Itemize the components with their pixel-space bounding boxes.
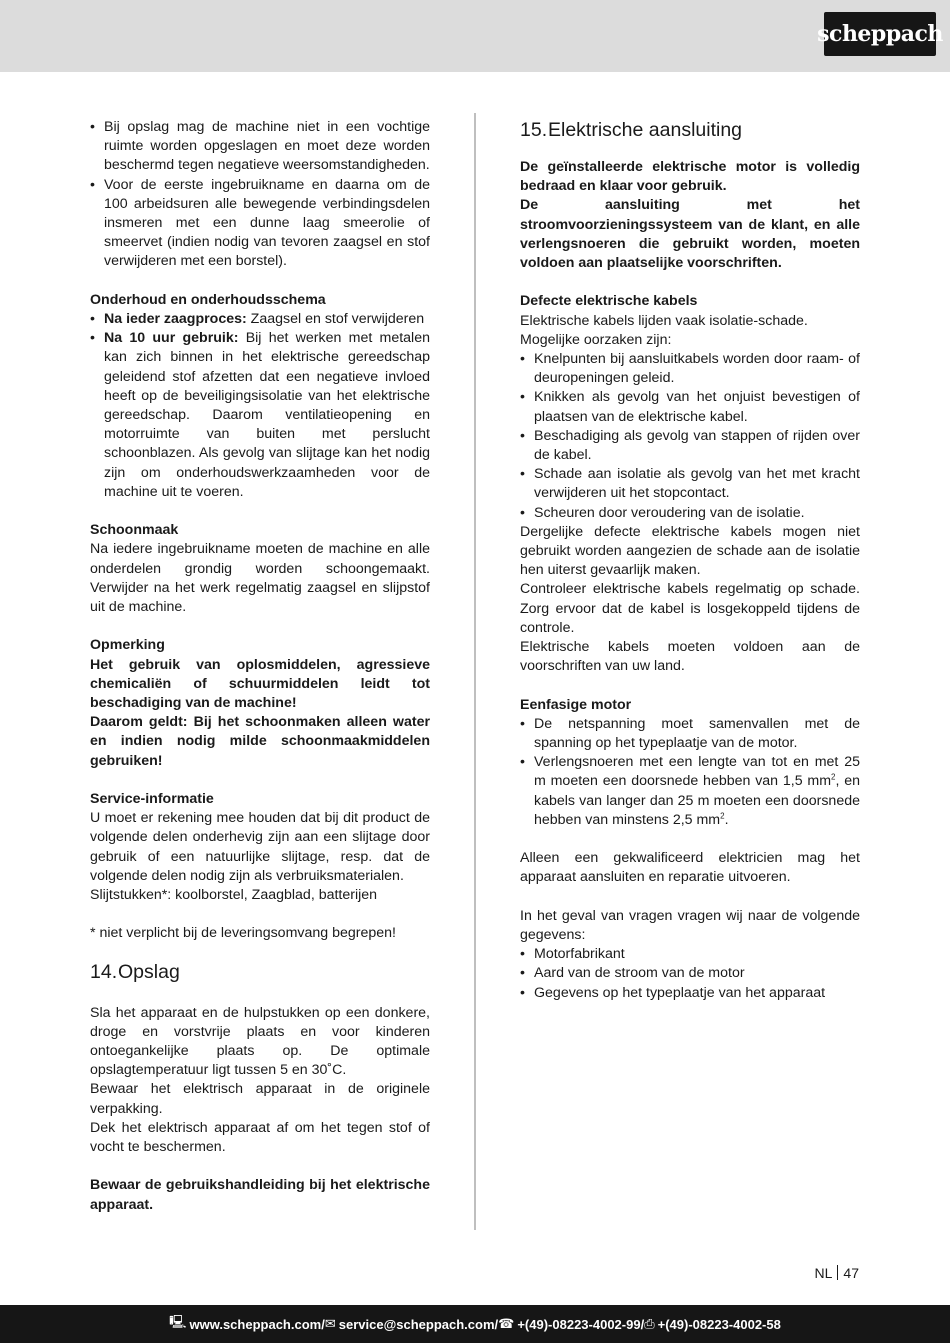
column-divider	[474, 113, 476, 1230]
cables-text: Controleer elektrische kabels regelmatig op schade. Zorg ervoor dat de kabel is losgekoppeld tijdens de controle.	[520, 581, 860, 636]
list-item: • Schade aan isolatie als gevolg van het met kracht verwijderen uit het stopcontact.	[520, 465, 860, 503]
list-item: • Motorfabrikant	[520, 945, 860, 964]
questions-text: In het geval van vragen vragen wij naar de volgende gegevens:	[520, 907, 860, 944]
service-text: U moet er rekening mee houden dat bij dit product de volgende delen onderhevig zijn aan een slijtage door gebruik of een natuurlijke slijtage, resp. dat de volgende delen nodig zijn als verbruiksmaterialen.	[90, 810, 430, 884]
note-text: Het gebruik van oplosmiddelen, agressieve chemicaliën of schuurmiddelen leidt tot beschadiging van de machine!	[90, 656, 430, 712]
service-heading: Service-informatie	[90, 791, 214, 808]
electrician-text: Alleen een gekwalificeerd elektricien mag het apparaat aansluiten en reparatie uitvoeren.	[520, 850, 860, 886]
phone-icon: ☎	[498, 1316, 515, 1331]
page-number: NL 47	[814, 1265, 859, 1281]
footer-web[interactable]: www.scheppach.com	[189, 1316, 322, 1332]
footer-email[interactable]: service@scheppach.com	[338, 1316, 495, 1332]
list-item: • Scheuren door veroudering van de isolatie.	[520, 504, 860, 523]
fax-icon: ⎙	[644, 1316, 655, 1331]
left-column	[90, 118, 430, 1215]
maintenance-list	[90, 310, 430, 502]
motor-list	[520, 715, 860, 830]
scheppach-logo: scheppach	[824, 12, 936, 56]
list-item: • Bij opslag mag de machine niet in een vochtige ruimte worden opgeslagen en moet deze worden beschermd tegen negatieve weersomstandigheden.	[90, 118, 430, 176]
maintenance-heading: Onderhoud en onderhoudsschema	[90, 291, 326, 308]
cables-text: Elektrische kabels lijden vaak isolatie-schade.	[520, 312, 808, 329]
cleaning-heading: Schoonmaak	[90, 522, 179, 539]
note-heading: Opmerking	[90, 637, 165, 654]
footnote: * niet verplicht bij de leveringsomvang begrepen!	[90, 925, 397, 942]
list-item: • Na 10 uur gebruik: Bij het werken met metalen kan zich binnen in het elektrische gereedschap geleidend stof afzetten dat een negatieve invloed heeft op de beveiligingsisolatie van het elektrische gereedschap. Daarom ventilatieopening en motorruimte van buiten met perslucht schoonblazen. Als gevolg van slijtage kan het nodig zijn om onderhoudswerkzaamheden voor de machine uit te voeren.	[90, 329, 430, 502]
computer-icon: 🖳	[169, 1314, 187, 1329]
list-item: • Verlengsnoeren met een lengte van tot en met 25 m moeten een doorsnede hebben van 1,5 $mm^2$, en kabels van langer dan 25 m moeten een doorsnede hebben van minstens 2,5 $mm^2$.	[520, 753, 860, 830]
motor-heading: Eenfasige motor	[520, 696, 632, 713]
list-item: • Beschadiging als gevolg van stappen of rijden over de kabel.	[520, 427, 860, 465]
cleaning-text: Na iedere ingebruikname moeten de machine en alle onderdelen grondig worden schoongemaakt. Verwijder na het werk regelmatig zaagsel en slijpstof uit de machine.	[90, 541, 430, 616]
footer-phone: +(49)-08223-4002-99	[517, 1316, 641, 1332]
section-14-title: 14.Opslag	[90, 960, 180, 983]
list-item: • De netspanning moet samenvallen met de spanning op het typeplaatje van de motor.	[520, 715, 860, 753]
list-item: • Knikken als gevolg van het onjuist bevestigen of plaatsen van de elektrische kabel.	[520, 388, 860, 426]
cables-heading: Defecte elektrische kabels	[520, 293, 698, 310]
right-column	[520, 118, 860, 1003]
footer-fax: +(49)-08223-4002-58	[657, 1316, 781, 1332]
list-item: • Aard van de stroom van de motor	[520, 964, 860, 983]
cables-text: Mogelijke oorzaken zijn:	[520, 331, 672, 348]
list-item: • Voor de eerste ingebruikname en daarna om de 100 arbeidsuren alle bewegende verbindingsdelen insmeren met een dunne laag smeerolie of smeervet (indien nodig van tevoren zaagsel en stof verwijderen met een borstel).	[90, 176, 430, 272]
intro-text: De aansluiting met het stroomvoorzieningssysteem van de klant, en alle verlengsnoeren die gebruikt worden, moeten voldoen aan plaatselijke voorschriften.	[520, 197, 860, 272]
note-text: Daarom geldt: Bij het schoonmaken alleen water en indien nodig milde schoonmaakmiddelen gebruiken!	[90, 714, 430, 769]
causes-list	[520, 350, 860, 523]
cables-text: Elektrische kabels moeten voldoen aan de voorschriften van uw land.	[520, 639, 860, 675]
footer-bar: 🖳 www.scheppach.com / ✉ service@scheppach.com / ☎ +(49)-08223-4002-99 / ⎙ +(49)-08223-4002-58	[0, 1305, 950, 1343]
storage-bold-note: Bewaar de gebruikshandleiding bij het elektrische apparaat.	[90, 1177, 430, 1213]
wear-parts: Slijtstukken*: koolborstel, Zaagblad, batterijen	[90, 887, 378, 904]
header-bar	[0, 0, 950, 72]
storage-text: Dek het elektrisch apparaat af om het tegen stof of vocht te beschermen.	[90, 1119, 430, 1156]
list-item: • Knelpunten bij aansluitkabels worden door raam- of deuropeningen geleid.	[520, 350, 860, 388]
cables-text: Dergelijke defecte elektrische kabels mogen niet gebruikt worden aangezien de schade aan de isolatie hen uiterst gevaarlijk maken.	[520, 523, 860, 579]
storage-bullet-list	[90, 118, 430, 272]
storage-text: Sla het apparaat en de hulpstukken op een donkere, droge en vorstvrije plaats en voor kinderen ontoegankelijke plaats op. De optimale opslagtemperatuur ligt tussen 5 en 30˚C.	[90, 1004, 430, 1079]
email-icon: ✉	[324, 1316, 336, 1331]
questions-list	[520, 945, 860, 1003]
storage-text: Bewaar het elektrisch apparaat in de originele verpakking.	[90, 1081, 430, 1117]
list-item: • Na ieder zaagproces: Zaagsel en stof verwijderen	[90, 310, 430, 329]
section-15-title: 15.Elektrische aansluiting	[520, 119, 743, 141]
list-item: • Gegevens op het typeplaatje van het apparaat	[520, 984, 860, 1003]
intro-text: De geïnstalleerde elektrische motor is volledig bedraad en klaar voor gebruik.	[520, 159, 860, 195]
